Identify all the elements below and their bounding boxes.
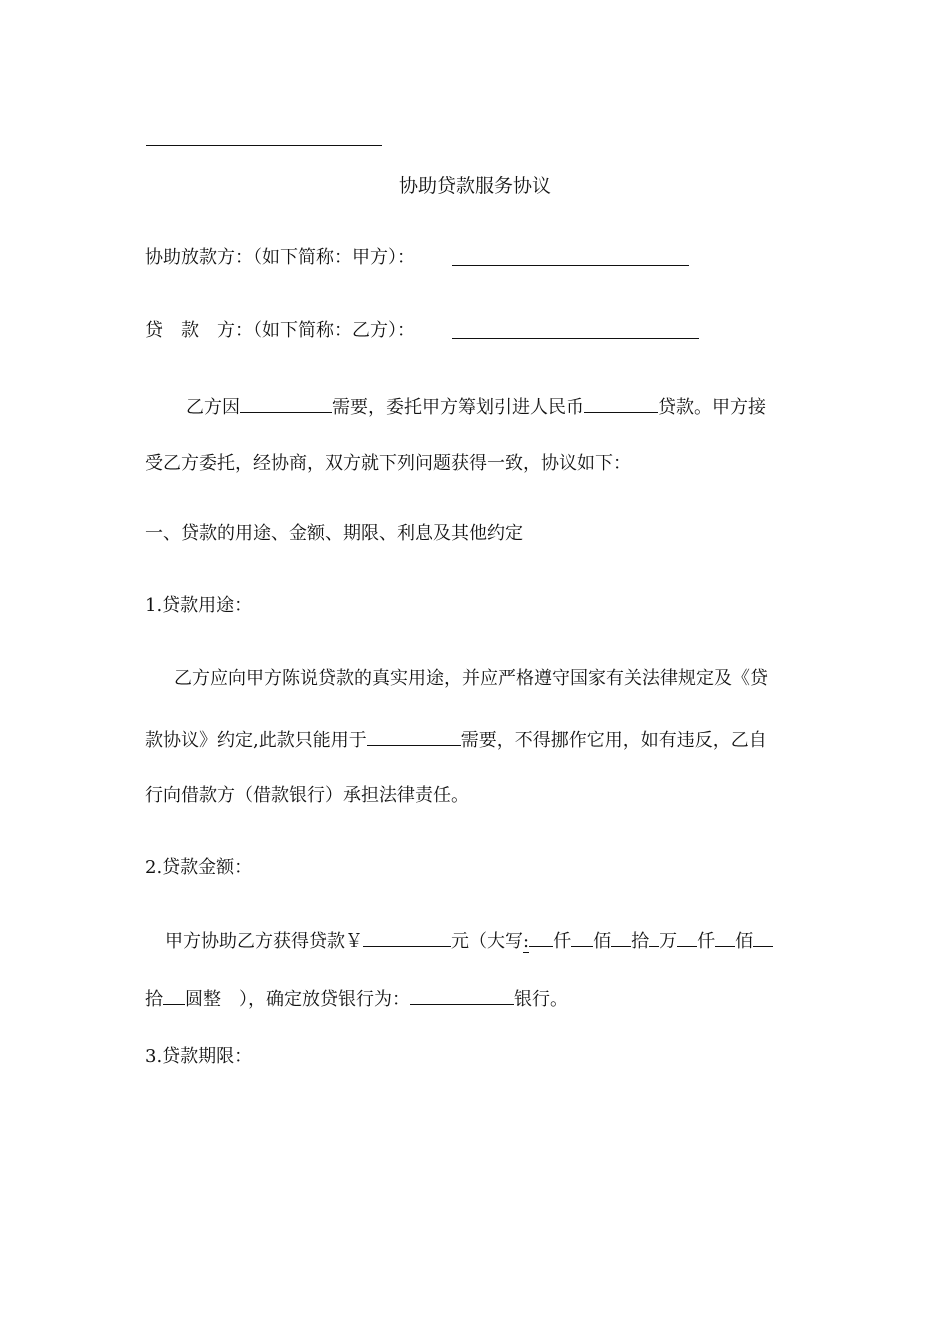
unit-bai-1: 佰 [593,931,612,952]
unit-bai-2: 佰 [735,931,754,952]
item-1-line-3: 行向借款方（借款银行）承担法律责任。 [145,785,469,806]
party-b-blank[interactable] [452,338,699,339]
item-1-text-b: 需要，不得挪作它用，如有违反，乙自 [460,730,767,751]
item-1-heading: 1.贷款用途： [145,595,253,616]
colon-underlined: : [523,931,530,952]
item-2-text-a: 甲方协助乙方获得贷款￥ [165,931,363,952]
amount-blank[interactable] [584,394,658,413]
item-2-line-2 [145,986,568,1012]
shi-blank-1[interactable] [611,928,631,947]
yuan-unit-blank[interactable] [163,986,185,1005]
wan-blank[interactable] [649,928,659,947]
unit-wan: 万 [659,931,678,952]
party-b-label: 贷 款 方：（如下简称：乙方）： [145,320,415,341]
party-a-label: 协助放款方：（如下简称：甲方）： [145,247,415,268]
unit-shi-1: 拾 [631,931,650,952]
party-a-line [145,246,415,270]
item-2-text-c: 圆整 ），确定放贷银行为： [185,989,410,1010]
item-1-line-2 [145,727,767,753]
purpose-blank[interactable] [240,394,332,413]
item-2-line-1 [165,928,773,954]
unit-qian-2: 仟 [697,931,716,952]
item-2-text-b: 元（大写 [451,931,523,952]
intro-text-b: 需要，委托甲方筹划引进人民币 [332,397,584,418]
bai-blank-2[interactable] [715,928,735,947]
unit-shi-2: 拾 [145,989,163,1010]
intro-text-c: 贷款。甲方接 [658,397,766,418]
section-1-heading: 一、贷款的用途、金额、期限、利息及其他约定 [145,523,523,544]
intro-text-d: 受乙方委托，经协商，双方就下列问题获得一致，协议如下： [145,453,631,474]
item-3-heading: 3.贷款期限： [145,1046,253,1067]
intro-line-2 [145,452,631,476]
shi-blank-2[interactable] [753,928,773,947]
item-1-text-a: 款协议》约定,此款只能用于 [145,730,367,751]
use-blank[interactable] [367,727,461,746]
unit-qian-1: 仟 [553,931,572,952]
qian-blank-2[interactable] [677,928,697,947]
document-title: 协助贷款服务协议 [398,175,551,197]
bank-blank[interactable] [410,986,514,1005]
item-2-heading: 2.贷款金额： [145,857,253,878]
item-2-text-d: 银行。 [514,989,568,1010]
bai-blank-1[interactable] [571,928,593,947]
qian-blank-1[interactable] [529,928,553,947]
header-rule [146,145,382,146]
party-a-blank[interactable] [452,265,689,266]
item-1-line-1: 乙方应向甲方陈说贷款的真实用途，并应严格遵守国家有关法律规定及《贷 [174,668,768,689]
yuan-blank[interactable] [363,928,451,947]
intro-text-a: 乙方因 [186,397,240,418]
intro-line-1 [186,394,766,420]
party-b-line [145,319,415,343]
